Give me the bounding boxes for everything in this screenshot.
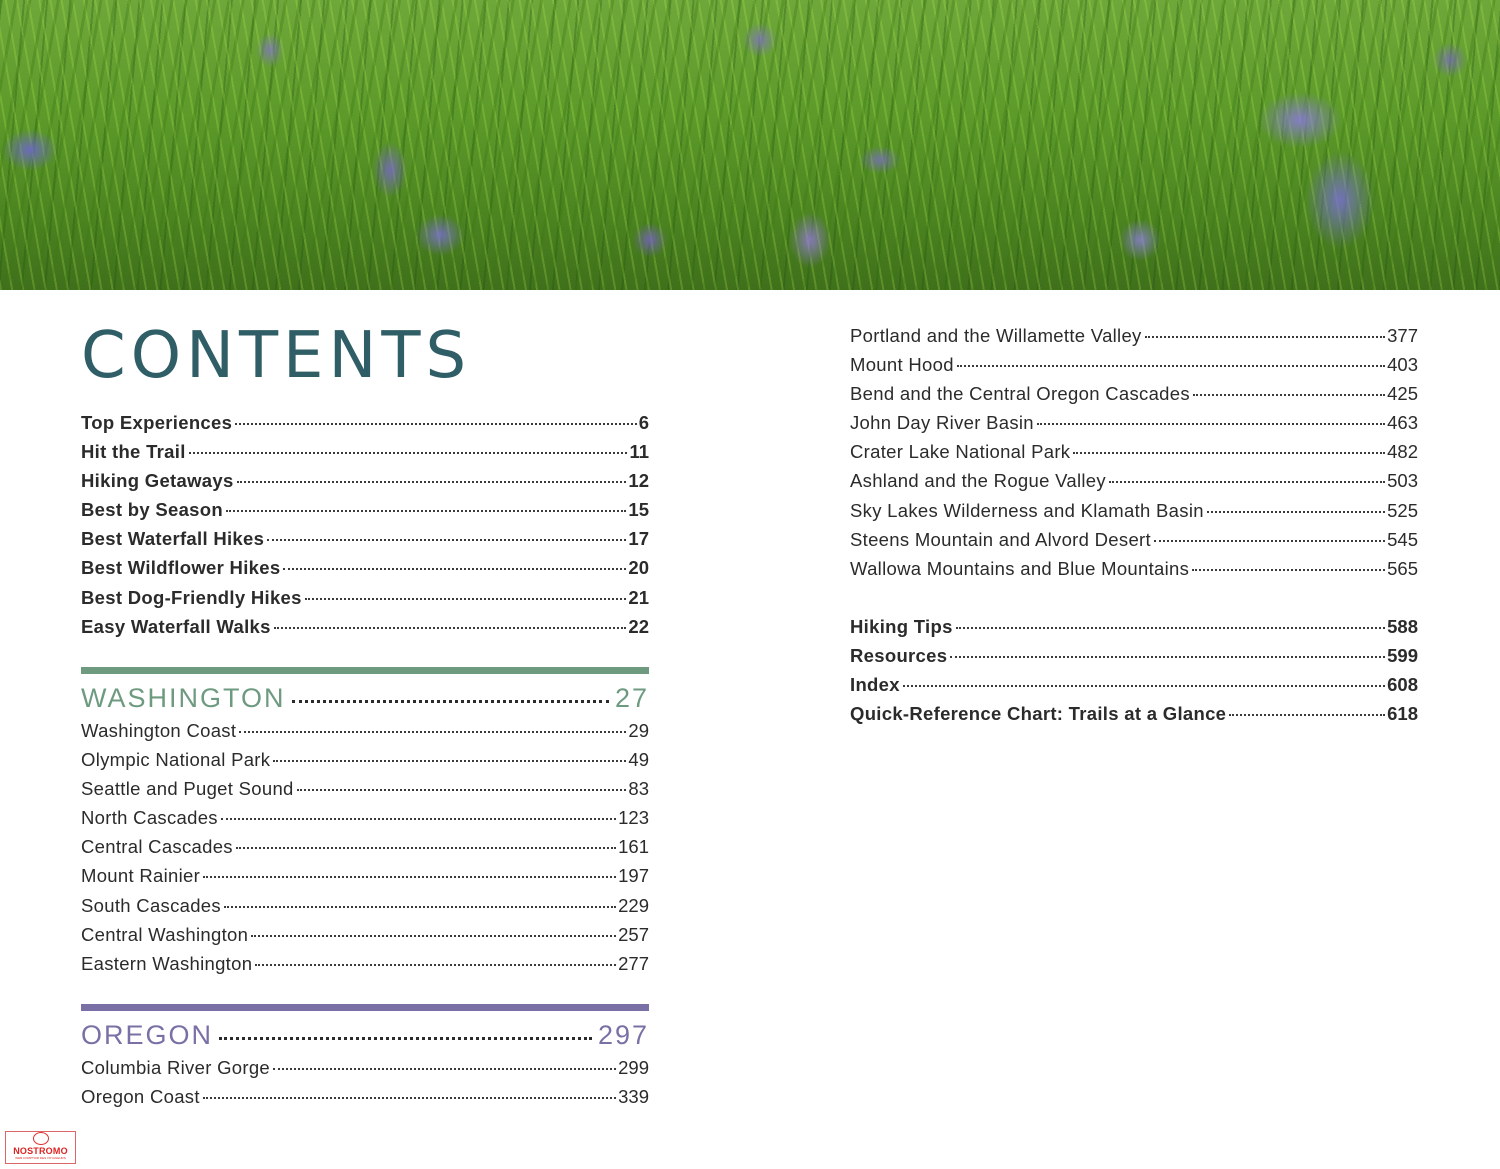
toc-entry-label: John Day River Basin	[850, 412, 1034, 434]
toc-entry-page: 197	[618, 865, 649, 887]
toc-entry-page: 49	[628, 749, 649, 771]
toc-entry-page: 15	[628, 499, 649, 521]
leader-dots	[239, 711, 626, 733]
toc-entry-label: Steens Mountain and Alvord Desert	[850, 528, 1151, 550]
oregon-section-bar	[81, 1004, 649, 1011]
toc-entry-label: Mount Hood	[850, 354, 954, 376]
leader-dots	[956, 607, 1385, 629]
oregon-heading-label: OREGON	[81, 1020, 214, 1050]
leader-dots	[267, 519, 626, 541]
leader-dots	[1207, 491, 1385, 513]
toc-entry-label: Crater Lake National Park	[850, 441, 1071, 463]
leader-dots	[251, 915, 616, 937]
leader-dots	[305, 578, 627, 600]
leader-dots	[1229, 694, 1385, 716]
leader-dots	[255, 944, 616, 966]
leader-dots	[235, 403, 637, 425]
leader-dots	[1154, 520, 1385, 542]
toc-entry[interactable]	[850, 553, 1418, 582]
toc-entry-page: 11	[629, 441, 649, 463]
leader-dots	[203, 856, 616, 878]
toc-entry[interactable]	[81, 611, 649, 640]
leader-dots	[1192, 549, 1385, 571]
washington-heading-label: WASHINGTON	[81, 683, 286, 713]
leader-dots	[274, 607, 627, 629]
oregon-heading-page: 297	[597, 1020, 649, 1050]
toc-entry-label: Best Waterfall Hikes	[81, 528, 265, 550]
toc-entry-page: 403	[1387, 354, 1418, 376]
toc-entry-label: Hit the Trail	[81, 441, 186, 463]
toc-entry-label: Index	[850, 674, 900, 696]
leader-dots	[224, 886, 616, 908]
toc-entry[interactable]	[81, 948, 649, 977]
toc-entry-label: Top Experiences	[81, 412, 233, 433]
toc-entry-page: 425	[1387, 383, 1418, 405]
toc-entry-page: 229	[618, 894, 649, 916]
toc-entry-label: Best Wildflower Hikes	[81, 557, 281, 579]
toc-entry-page: 608	[1387, 674, 1418, 696]
toc-entry-page: 22	[628, 615, 649, 637]
leader-dots	[226, 490, 626, 512]
toc-entry-page: 565	[1387, 557, 1418, 579]
leader-dots	[273, 740, 626, 762]
toc-entry-label: Oregon Coast	[81, 1086, 200, 1108]
toc-entry-label: Olympic National Park	[81, 749, 271, 771]
leader-dots	[950, 636, 1385, 658]
leader-dots	[236, 827, 616, 849]
toc-entry-page: 6	[638, 412, 649, 433]
toc-entry-label: Mount Rainier	[81, 865, 201, 887]
oregon-section-heading[interactable]	[81, 1018, 649, 1052]
toc-entry-label: North Cascades	[81, 807, 218, 829]
toc-entry-label: Central Washington	[81, 923, 249, 945]
toc-entry-label: Hiking Tips	[850, 616, 953, 637]
toc-entry-page: 29	[628, 720, 649, 741]
washington-section-heading[interactable]	[81, 681, 649, 715]
leader-dots	[297, 769, 627, 791]
leader-dots	[292, 678, 609, 703]
toc-entry-page: 161	[618, 836, 649, 858]
leader-dots	[273, 1048, 616, 1070]
toc-entry-label: South Cascades	[81, 894, 221, 916]
toc-entry-page: 503	[1387, 470, 1418, 492]
washington-heading-page: 27	[614, 683, 649, 713]
leader-dots	[221, 798, 616, 820]
toc-entry-label: Quick-Reference Chart: Trails at a Glance	[850, 703, 1227, 725]
toc-entry-label: Wallowa Mountains and Blue Mountains	[850, 557, 1190, 579]
toc-entry-label: Bend and the Central Oregon Cascades	[850, 383, 1190, 405]
toc-entry-label: Best by Season	[81, 499, 223, 521]
back-matter-toc-list	[850, 611, 1418, 727]
toc-entry-label: Sky Lakes Wilderness and Klamath Basin	[850, 499, 1204, 521]
toc-entry-page: 277	[618, 952, 649, 974]
oregon-continued-toc-list	[850, 320, 1418, 582]
toc-entry-label: Hiking Getaways	[81, 470, 234, 492]
watermark-name: NOSTROMO	[13, 1146, 68, 1156]
toc-entry-page: 545	[1387, 528, 1418, 550]
toc-entry-page: 17	[628, 528, 649, 550]
toc-entry-label: Eastern Washington	[81, 952, 253, 974]
toc-entry-page: 588	[1387, 616, 1418, 637]
leader-dots	[1193, 374, 1385, 396]
toc-entry-page: 339	[618, 1086, 649, 1108]
toc-entry-label: Ashland and the Rogue Valley	[850, 470, 1106, 492]
toc-entry-page: 20	[628, 557, 649, 579]
toc-entry-page: 123	[618, 807, 649, 829]
toc-entry-page: 599	[1387, 645, 1418, 667]
toc-entry[interactable]	[81, 1081, 649, 1110]
toc-entry-label: Central Cascades	[81, 836, 233, 858]
leader-dots	[237, 461, 627, 483]
toc-entry-page: 463	[1387, 412, 1418, 434]
leader-dots	[903, 665, 1385, 687]
toc-entry-label: Best Dog-Friendly Hikes	[81, 586, 302, 608]
leader-dots	[1037, 403, 1385, 425]
leader-dots	[203, 1077, 616, 1099]
oregon-toc-list	[81, 1052, 649, 1110]
header-photo-lupine-meadow	[0, 0, 1500, 290]
toc-entry-page: 21	[628, 586, 649, 608]
toc-entry-page: 525	[1387, 499, 1418, 521]
toc-entry-page: 299	[618, 1057, 649, 1078]
leader-dots	[957, 345, 1385, 367]
toc-entry-label: Easy Waterfall Walks	[81, 615, 271, 637]
leader-dots	[1073, 432, 1385, 454]
toc-entry-page: 377	[1387, 325, 1418, 346]
toc-entry-label: Seattle and Puget Sound	[81, 778, 294, 800]
intro-toc-list	[81, 407, 649, 640]
watermark-tagline: WEB COMPTOIR DES VOYAGEURS	[15, 1156, 66, 1160]
toc-entry-label: Columbia River Gorge	[81, 1057, 271, 1078]
toc-entry[interactable]	[850, 698, 1418, 727]
toc-entry-page: 482	[1387, 441, 1418, 463]
toc-entry-label: Washington Coast	[81, 720, 237, 741]
nostromo-watermark	[5, 1131, 76, 1164]
leader-dots	[1109, 461, 1385, 483]
toc-entry-page: 257	[618, 923, 649, 945]
leader-dots	[219, 1015, 592, 1040]
toc-entry-page: 12	[628, 470, 649, 492]
leader-dots	[283, 548, 626, 570]
toc-entry-label: Resources	[850, 645, 948, 667]
globe-icon	[33, 1132, 49, 1145]
leader-dots	[189, 432, 628, 454]
toc-entry-page: 618	[1387, 703, 1418, 725]
toc-entry-page: 83	[628, 778, 649, 800]
washington-toc-list	[81, 715, 649, 977]
toc-entry-label: Portland and the Willamette Valley	[850, 325, 1142, 346]
page-title: CONTENTS	[81, 319, 472, 393]
washington-section-bar	[81, 667, 649, 674]
leader-dots	[1145, 316, 1386, 338]
